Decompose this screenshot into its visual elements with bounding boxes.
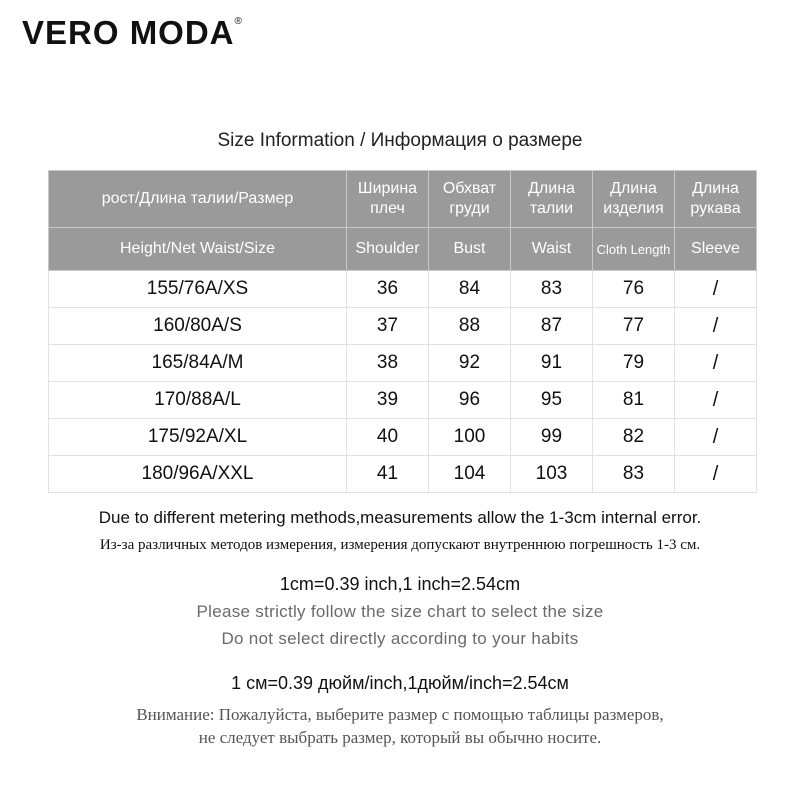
size-cell: 160/80A/S bbox=[49, 308, 347, 345]
unit-conversion-en: 1cm=0.39 inch,1 inch=2.54cm bbox=[279, 574, 521, 594]
follow-chart-note: Please strictly follow the size chart to select the size bbox=[196, 602, 604, 621]
bust-cell: 104 bbox=[429, 456, 511, 493]
table-row bbox=[49, 456, 757, 493]
bust-cell: 100 bbox=[429, 419, 511, 456]
waist-cell: 83 bbox=[511, 271, 593, 308]
sleeve-cell: / bbox=[675, 345, 757, 382]
table-row bbox=[49, 419, 757, 456]
header-ru-bust: Обхват груди bbox=[429, 171, 511, 228]
waist-cell: 91 bbox=[511, 345, 593, 382]
bust-cell: 84 bbox=[429, 271, 511, 308]
page-title: Size Information / Информация о размере bbox=[217, 130, 583, 151]
table-row bbox=[49, 308, 757, 345]
shoulder-cell: 38 bbox=[347, 345, 429, 382]
bust-cell: 96 bbox=[429, 382, 511, 419]
header-ru-shoulder: Ширина плеч bbox=[347, 171, 429, 228]
shoulder-cell: 37 bbox=[347, 308, 429, 345]
header-en-shoulder: Shoulder bbox=[347, 228, 429, 271]
shoulder-cell: 41 bbox=[347, 456, 429, 493]
header-ru-length: Длина изделия bbox=[593, 171, 675, 228]
brand-logo bbox=[22, 14, 243, 52]
header-en-bust: Bust bbox=[429, 228, 511, 271]
sleeve-cell: / bbox=[675, 419, 757, 456]
header-en-sleeve: Sleeve bbox=[675, 228, 757, 271]
bust-cell: 92 bbox=[429, 345, 511, 382]
table-row bbox=[49, 382, 757, 419]
size-table bbox=[48, 170, 757, 493]
registered-mark: ® bbox=[234, 16, 243, 27]
sleeve-cell: / bbox=[675, 271, 757, 308]
sleeve-cell: / bbox=[675, 308, 757, 345]
header-row-ru bbox=[49, 171, 757, 228]
header-ru-size: рост/Длина талии/Размер bbox=[49, 171, 347, 228]
size-cell: 155/76A/XS bbox=[49, 271, 347, 308]
size-cell: 180/96A/XXL bbox=[49, 456, 347, 493]
unit-conversion-ru: 1 см=0.39 дюйм/inch,1дюйм/inch=2.54см bbox=[231, 673, 569, 693]
attention-note-ru-line2: не следует выбрать размер, который вы обычно носите. bbox=[198, 728, 602, 747]
error-note-en: Due to different metering methods,measurements allow the 1-3cm internal error. bbox=[98, 508, 702, 527]
shoulder-cell: 39 bbox=[347, 382, 429, 419]
size-cell: 175/92A/XL bbox=[49, 419, 347, 456]
waist-cell: 99 bbox=[511, 419, 593, 456]
waist-cell: 95 bbox=[511, 382, 593, 419]
waist-cell: 103 bbox=[511, 456, 593, 493]
shoulder-cell: 36 bbox=[347, 271, 429, 308]
header-en-waist: Waist bbox=[511, 228, 593, 271]
header-en-size: Height/Net Waist/Size bbox=[49, 228, 347, 271]
bust-cell: 88 bbox=[429, 308, 511, 345]
length-cell: 83 bbox=[593, 456, 675, 493]
brand-logo-text: VERO MODA bbox=[22, 14, 235, 51]
length-cell: 79 bbox=[593, 345, 675, 382]
size-cell: 170/88A/L bbox=[49, 382, 347, 419]
header-row-en bbox=[49, 228, 757, 271]
size-cell: 165/84A/M bbox=[49, 345, 347, 382]
header-ru-waist: Длина талии bbox=[511, 171, 593, 228]
header-en-length: Cloth Length bbox=[593, 228, 675, 271]
attention-note-ru-line1: Внимание: Пожалуйста, выберите размер с помощью таблицы размеров, bbox=[136, 705, 664, 724]
error-note-ru: Из-за различных методов измерения, измерения допускают внутреннюю погрешность 1-3 см. bbox=[99, 537, 701, 553]
sleeve-cell: / bbox=[675, 382, 757, 419]
length-cell: 81 bbox=[593, 382, 675, 419]
sleeve-cell: / bbox=[675, 456, 757, 493]
table-row bbox=[49, 271, 757, 308]
shoulder-cell: 40 bbox=[347, 419, 429, 456]
header-ru-sleeve: Длина рукава bbox=[675, 171, 757, 228]
length-cell: 82 bbox=[593, 419, 675, 456]
table-row bbox=[49, 345, 757, 382]
length-cell: 77 bbox=[593, 308, 675, 345]
waist-cell: 87 bbox=[511, 308, 593, 345]
habits-note: Do not select directly according to your habits bbox=[221, 629, 579, 648]
length-cell: 76 bbox=[593, 271, 675, 308]
